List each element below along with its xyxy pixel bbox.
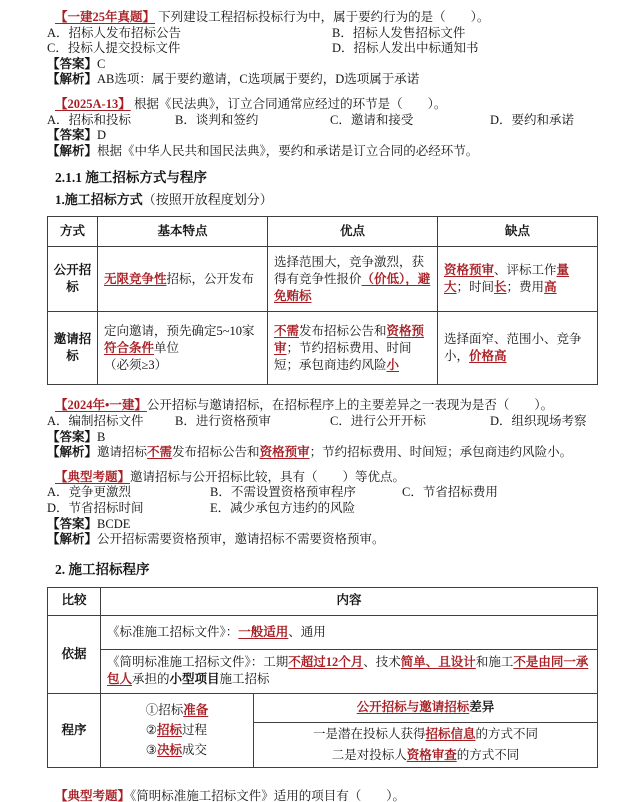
question-stem: 邀请招标与公开招标比较，具有（ ）等优点。 bbox=[130, 469, 406, 484]
plain-text: ③ bbox=[145, 743, 157, 758]
options-row bbox=[47, 485, 597, 501]
cell-procedure-differences bbox=[254, 694, 598, 768]
options-row bbox=[47, 414, 597, 430]
plain-text: 《标准施工招标文件》： bbox=[107, 624, 239, 639]
cell-open-feature bbox=[98, 247, 268, 312]
question-stem: 公开招标与邀请招标，在招标程序上的主要差异之一表现为是否（ ）。 bbox=[146, 398, 554, 413]
option-c: C．进行公开开标 bbox=[330, 413, 426, 428]
plain-text: ② bbox=[145, 723, 157, 738]
question-block-3 bbox=[47, 398, 597, 460]
section-heading: 2.1.1 施工招标方式与程序 bbox=[55, 170, 207, 186]
answer-value: D bbox=[97, 128, 107, 143]
analysis-label: 【解析】 bbox=[47, 532, 98, 547]
plain-text: ；费用 bbox=[506, 280, 545, 295]
plain-text: 招标，公开发布 bbox=[166, 271, 255, 286]
answer-value: C bbox=[97, 56, 106, 71]
answer-value: B bbox=[97, 429, 106, 444]
answer-value: BCDE bbox=[97, 516, 131, 531]
question-stem: 《简明标准施工招标文件》适用的项目有（ ）。 bbox=[130, 788, 406, 802]
option-d: D．招标人发出中标通知书 bbox=[332, 41, 479, 56]
question-tag: 【典型考题】 bbox=[55, 788, 131, 802]
highlight-text: 符合条件 bbox=[104, 340, 155, 355]
cell-basis-simplified-doc bbox=[101, 650, 598, 694]
highlight-text: 不超过12个月 bbox=[288, 655, 364, 670]
plain-text: 、评标工作 bbox=[494, 263, 557, 278]
section-heading-2: 2. 施工招标程序 bbox=[55, 561, 150, 577]
differences-title bbox=[254, 694, 597, 723]
highlight-text: 无限竞争性 bbox=[104, 271, 167, 286]
plain-text: 定向邀请，预先确定5~10家 bbox=[104, 323, 255, 338]
question-block-1 bbox=[47, 10, 597, 88]
difference-2 bbox=[332, 745, 520, 766]
option-c: C．节省招标费用 bbox=[402, 485, 498, 500]
row-label-open-bidding: 公开招标 bbox=[48, 247, 98, 312]
highlight-text: 招标 bbox=[156, 723, 182, 738]
procedure-steps-list bbox=[146, 700, 209, 760]
highlight-text: 资格预审 bbox=[259, 445, 310, 460]
analysis-text: 公开招标需要资格预审，邀请招标不需要资格预审。 bbox=[97, 532, 385, 547]
question-block-5 bbox=[47, 789, 597, 802]
plain-text: 过程 bbox=[181, 723, 207, 738]
answer-line bbox=[47, 430, 597, 446]
table-bid-methods bbox=[47, 216, 598, 385]
subsection-note: （按照开放程度划分） bbox=[142, 192, 273, 208]
options-row bbox=[47, 26, 597, 42]
cell-procedure-steps bbox=[101, 694, 254, 768]
option-e: E．减少承包方违约的风险 bbox=[210, 500, 356, 515]
cell-invited-pros bbox=[268, 312, 438, 385]
question-tag: 【典型考题】 bbox=[55, 469, 131, 484]
question-stem-line bbox=[47, 470, 597, 486]
row-label-basis: 依据 bbox=[48, 616, 101, 694]
question-stem-line bbox=[47, 398, 597, 414]
step-3 bbox=[146, 740, 209, 760]
cell-open-pros bbox=[268, 247, 438, 312]
plain-text: 的方式不同 bbox=[475, 726, 539, 741]
highlight-text: 长 bbox=[494, 280, 507, 295]
plain-text: 、通用 bbox=[288, 624, 326, 639]
subsection-heading bbox=[47, 190, 597, 209]
table-header-compare: 比较 bbox=[48, 588, 101, 616]
cell-invited-feature bbox=[98, 312, 268, 385]
plain-text: 二是对投标人 bbox=[331, 747, 407, 762]
analysis-line bbox=[47, 72, 597, 88]
row-label-procedure: 程序 bbox=[48, 694, 101, 768]
answer-line bbox=[47, 57, 597, 73]
step-2 bbox=[146, 720, 209, 740]
analysis-line bbox=[47, 144, 597, 160]
highlight-text: （价低），避免贿标 bbox=[274, 271, 431, 303]
question-tag: 【一建25年真题】 bbox=[55, 10, 156, 24]
question-stem-line bbox=[47, 10, 597, 26]
options-row bbox=[47, 501, 597, 517]
analysis-label: 【解析】 bbox=[47, 72, 98, 87]
highlight-text: 量大 bbox=[444, 263, 570, 295]
answer-label: 【答案】 bbox=[47, 516, 98, 531]
answer-line bbox=[47, 128, 597, 144]
highlight-text: 决标 bbox=[156, 743, 182, 758]
row-label-invited-bidding: 邀请招标 bbox=[48, 312, 98, 385]
table-header-feature: 基本特点 bbox=[98, 217, 268, 247]
analysis-text: 根据《中华人民共和国民法典》，要约和承诺是订立合同的必经环节。 bbox=[97, 143, 479, 158]
highlight-text: 不需 bbox=[147, 445, 173, 460]
plain-text: ；节约招标费用、时间短；承包商违约风险 bbox=[274, 340, 412, 372]
differences-body bbox=[254, 723, 597, 767]
plain-text: 单位 bbox=[154, 340, 180, 355]
question-block-2 bbox=[47, 97, 597, 159]
question-block-4 bbox=[47, 470, 597, 548]
plain-text: 、技术 bbox=[363, 655, 401, 670]
cell-basis-standard-doc bbox=[101, 616, 598, 650]
plain-text: ；时间 bbox=[456, 280, 495, 295]
analysis-label: 【解析】 bbox=[47, 445, 98, 460]
option-b: B．不需设置资格预审程序 bbox=[210, 485, 356, 500]
plain-text: ①招标 bbox=[145, 703, 184, 718]
highlight-text: 公开招标与邀请招标 bbox=[356, 699, 470, 714]
option-b: B．招标人发售招标文件 bbox=[332, 25, 466, 40]
plain-text: ；节约招标费用、时间短；承包商违约风险小。 bbox=[309, 445, 573, 460]
options-row bbox=[47, 113, 597, 129]
plain-text: 施工招标 bbox=[219, 672, 270, 687]
highlight-text: 价格高 bbox=[469, 349, 507, 364]
highlight-text: 招标信息 bbox=[425, 726, 476, 741]
subsection-title: 1.施工招标方式 bbox=[55, 192, 143, 208]
highlight-text: 小 bbox=[386, 357, 400, 372]
table-bid-procedure bbox=[47, 587, 598, 768]
cell-invited-cons bbox=[438, 312, 598, 385]
option-d: D．要约和承诺 bbox=[490, 112, 575, 127]
question-stem: 根据《民法典》，订立合同通常应经过的环节是（ ）。 bbox=[130, 96, 447, 111]
question-stem: 下列建设工程招标投标行为中，属于要约行为的是（ ）。 bbox=[155, 10, 490, 24]
answer-label: 【答案】 bbox=[47, 128, 98, 143]
highlight-text: 简单、且设计 bbox=[400, 655, 476, 670]
option-d: D．节省招标时间 bbox=[47, 500, 144, 515]
table-header-pros: 优点 bbox=[268, 217, 438, 247]
highlight-text: 不是由同一承包人 bbox=[107, 655, 589, 687]
plain-text: 成交 bbox=[181, 743, 207, 758]
bold-text: 差异 bbox=[469, 699, 495, 714]
cell-open-cons bbox=[438, 247, 598, 312]
bold-text: 小型项目 bbox=[169, 672, 220, 687]
option-b: B．谈判和签约 bbox=[175, 112, 259, 127]
options-row bbox=[47, 41, 597, 57]
option-c: C．邀请和接受 bbox=[330, 112, 414, 127]
option-a: A．招标和投标 bbox=[47, 112, 132, 127]
table-header-method: 方式 bbox=[48, 217, 98, 247]
highlight-text: 资格预审 bbox=[274, 323, 425, 355]
plain-text: 的方式不同 bbox=[456, 747, 520, 762]
option-a: A．编制招标文件 bbox=[47, 413, 144, 428]
plain-text: 承担的 bbox=[132, 672, 170, 687]
difference-1 bbox=[313, 724, 538, 745]
highlight-text: 准备 bbox=[183, 703, 209, 718]
plain-text: 选择面窄、范围小、竞争小， bbox=[444, 332, 582, 364]
plain-text: 发布招标公告和 bbox=[299, 323, 387, 338]
plain-text: （必须≥3） bbox=[104, 357, 168, 372]
highlight-text: 高 bbox=[544, 280, 557, 295]
plain-text: 邀请招标 bbox=[97, 445, 148, 460]
highlight-text: 资格审查 bbox=[406, 747, 457, 762]
table-header-cons: 缺点 bbox=[438, 217, 598, 247]
question-tag: 【2025A-13】 bbox=[55, 96, 131, 111]
option-a: A．招标人发布招标公告 bbox=[47, 25, 182, 40]
answer-line bbox=[47, 517, 597, 533]
option-c: C．投标人提交投标文件 bbox=[47, 41, 181, 56]
analysis-line bbox=[47, 532, 597, 548]
plain-text: 一是潜在投标人获得 bbox=[312, 726, 426, 741]
analysis-label: 【解析】 bbox=[47, 143, 98, 158]
question-tag: 【2024年•一建】 bbox=[55, 398, 147, 413]
step-1 bbox=[146, 700, 209, 720]
plain-text: 和施工 bbox=[475, 655, 514, 670]
plain-text: 发布招标公告和 bbox=[172, 445, 260, 460]
option-a: A．竞争更激烈 bbox=[47, 485, 132, 500]
question-stem-line bbox=[47, 97, 597, 113]
plain-text: 选择范围大，竞争激烈，获得有竞争性报价 bbox=[274, 254, 425, 286]
option-b: B．进行资格预审 bbox=[175, 413, 271, 428]
table-header-content: 内容 bbox=[101, 588, 598, 616]
highlight-text: 一般适用 bbox=[238, 624, 289, 639]
highlight-text: 不需 bbox=[274, 323, 300, 338]
analysis-line bbox=[47, 445, 597, 461]
answer-label: 【答案】 bbox=[47, 429, 98, 444]
plain-text: 《简明标准施工招标文件》：工期 bbox=[107, 655, 289, 670]
answer-label: 【答案】 bbox=[47, 56, 98, 71]
highlight-text: 资格预审 bbox=[444, 263, 495, 278]
option-d: D．组织现场考察 bbox=[490, 413, 587, 428]
analysis-text: AB选项：属于要约邀请，C选项属于要约，D选项属于承诺 bbox=[97, 72, 420, 87]
